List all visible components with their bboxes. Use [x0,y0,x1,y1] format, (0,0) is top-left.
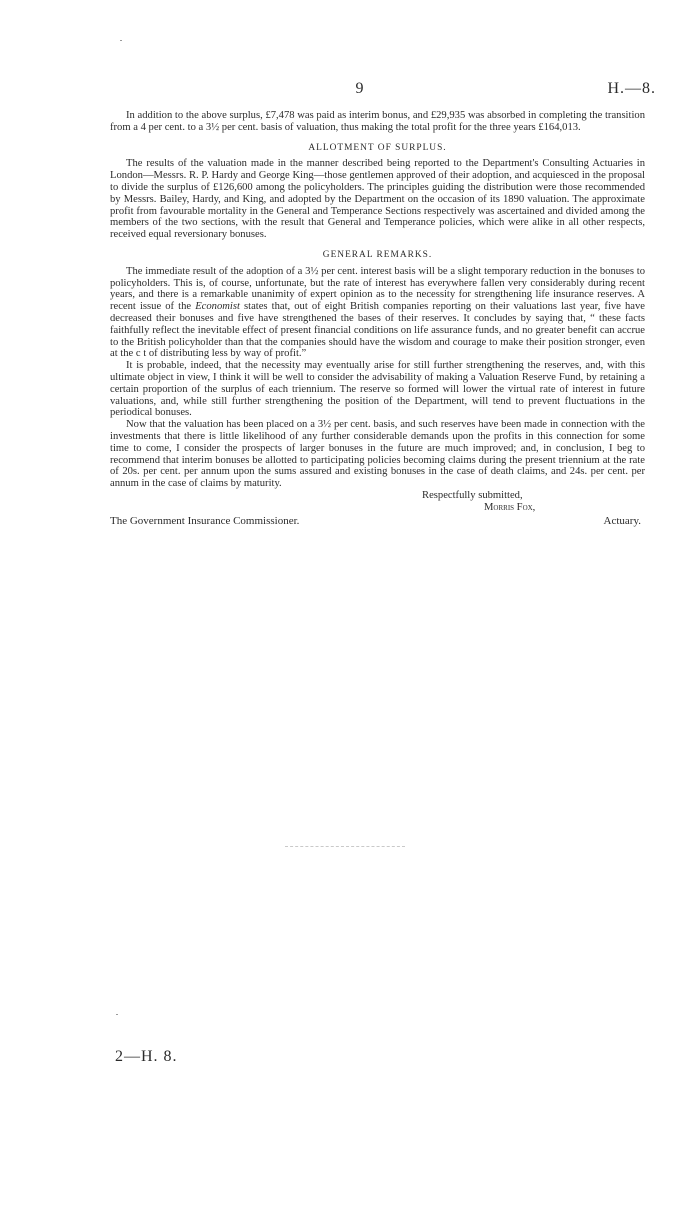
printer-signature-mark: 2—H. 8. [115,1048,178,1065]
end-rule [285,846,405,847]
heading-allotment-of-surplus: ALLOTMENT OF SURPLUS. [308,142,447,153]
paragraph-allotment: The results of the valuation made in the manner described being reported to the Department's Consulting Actuaries in London—Messrs. R. P. Hardy and George King—those gentlemen approved of their adoption, and acquiesced in the proposal to divide the surplus of £126,600 among the policyholders. The principles guiding the distribution were those recommended by Messrs. Bailey, Hardy, and King, and adopted by the Department on the occasion of its 1890 valuation. The approximate profit from favourable mortality in the General and Temperance Sections respectively was ascertained and divided among the members of the two sections, with the result that General and Temperance policies, which were alike in all other respects, received equal reversionary bonuses. [110,158,645,241]
report-body [110,110,645,527]
document-reference: H.—8. [607,80,656,97]
scan-speck [120,40,122,41]
addressee: The Government Insurance Commissioner. [110,514,300,527]
closing-salutation: Respectfully submitted, [422,489,523,501]
economist-title: Economist [195,301,240,313]
heading-general-remarks: GENERAL REMARKS. [322,249,433,260]
paragraph-interest-basis [110,266,645,360]
paragraph-interest-basis-part-b: states that, out of eight British companies reporting on their valuations last year, five have decreased their bonuses and five have strengthened the bases of their reserves. It concludes by saying that, “ these facts faithfully reflect the inevitable effect of present financial conditions on life assurance funds, and no greater benefit can accrue to the British policyholder than that the companies should have the wisdom and courage to make their position stronger, even at the c t of distributing less by way of profit.” [110,301,645,360]
signoff-row [110,516,645,528]
paragraph-interim-bonus: In addition to the above surplus, £7,478 was paid as interim bonus, and £29,935 was absorbed in completing the transition from a 4 per cent. to a 3½ per cent. basis of valuation, thus making the total profit for the three years £164,013. [110,110,645,133]
paragraph-reserve-fund: It is probable, indeed, that the necessity may eventually arise for still further strengthening the reserves, and, with this ultimate object in view, I think it will be well to consider the advisability of making a Valuation Reserve Fund, by retaining a certain proportion of the surplus of each triennium. The reserve so formed will lower the virtual rate of interest in future valuations, and, while still further strengthening the position of the Department, will tend to prevent fluctuations in the periodical bonuses. [110,360,645,419]
scan-speck [116,1014,118,1015]
signer-title: Actuary. [603,514,641,527]
paragraph-recommendation: Now that the valuation has been placed on a 3½ per cent. basis, and such reserves have been made in connection with the investments that there is little likelihood of any further considerable demands upon the profits in this connection for some time to come, I consider the prospects of larger bonuses in the future are much improved; and, in conclusion, I beg to recommend that interim bonuses be allotted to participating policies becoming claims during the present triennium at the rate of 20s. per cent. per annum upon the sums assured and existing bonuses in the case of death claims, and 24s. per cent. per annum in the case of claims by maturity. [110,419,645,490]
page-number: 9 [355,80,365,97]
signer-name: Morris Fox, [484,501,536,513]
paragraph-interest-basis-part-a: The immediate result of the adoption of a 3½ per cent. interest basis will be a slight temporary reduction in the bonuses to policyholders. This is, of course, unfortunate, but the rate of interest has everywhere fallen very considerably during recent years, and there is a remarkable unanimity of expert opinion as to the necessity for strengthening life insurance reserves. A recent issue of the [110,265,645,313]
